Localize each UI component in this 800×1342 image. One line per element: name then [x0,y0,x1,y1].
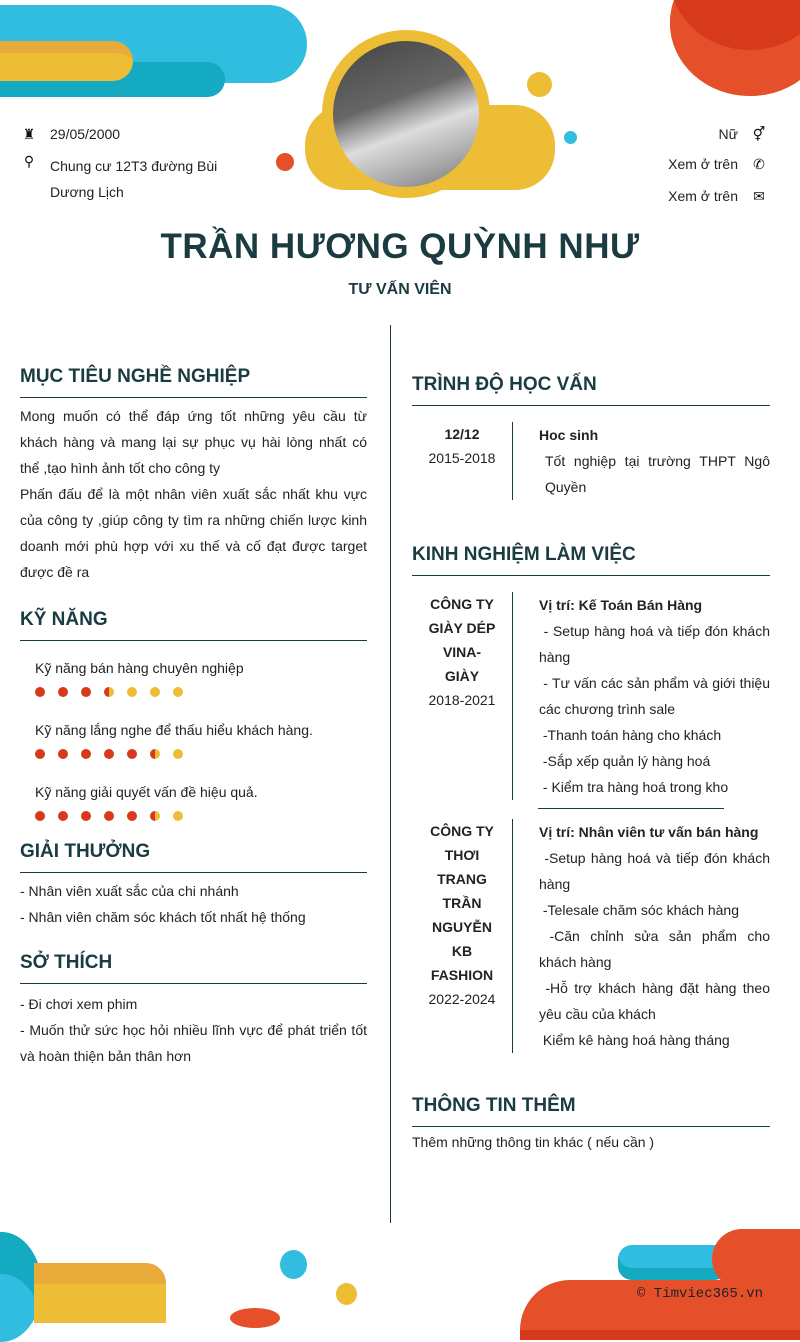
award-item: - Nhân viên chăm sóc khách tốt nhất hệ thống [20,909,306,925]
skill-name: Kỹ năng bán hàng chuyên nghiệp [35,660,244,676]
rating-dot [104,749,114,759]
skill-name: Kỹ năng giải quyết vấn đề hiệu quả. [35,784,258,800]
experience-duty: - Tư vấn các sản phẩm và giới thiệu các chương trình sale [539,675,774,717]
hobby-item: - Muốn thử sức học hỏi nhiều lĩnh vực để phát triển tốt và hoàn thiện bản thân hơn [20,1022,367,1064]
email-icon: ✉ [753,187,765,204]
rating-dot [150,811,160,821]
experience-duty: Kiểm kê hàng hoá hàng tháng [539,1032,730,1048]
rating-dot [35,811,45,821]
skill-rating [35,749,367,759]
rating-dot [127,687,137,697]
experience-duty: -Thanh toán hàng cho khách [539,727,722,743]
birthday: 29/05/2000 [50,126,121,142]
decor-yellow-dot [527,72,552,97]
hobbies-heading: SỞ THÍCH [20,952,367,984]
experience-duty: - Kiểm tra hàng hoá trong kho [539,779,729,795]
decor-bottom-red-dot [230,1308,280,1328]
company-name: CÔNG TY GIÀY DÉP VINA- GIÀY [428,596,496,684]
job-title: TƯ VẤN VIÊN [348,281,452,298]
objective-text-2: Phấn đấu để là một nhân viên xuất sắc nhất khu vực của công ty ,giúp công ty tìm ra những chiến lược kinh doanh mới phù hợp với xu thế và cố đạt được target được đề ra [20,486,367,580]
experience-duty: -Setup hàng hoá và tiếp đón khách hàng [539,850,774,892]
rating-dot [58,811,68,821]
full-name: TRẦN HƯƠNG QUỲNH NHƯ [160,227,640,266]
watermark: © Timviec365.vn [637,1286,764,1302]
email: Xem ở trên [668,188,738,204]
experience-period: 2018-2021 [428,692,496,708]
skill-rating [35,811,367,821]
education-role: Hoc sinh [539,427,599,443]
rating-dot [150,749,160,759]
rating-dot [81,811,91,821]
gender: Nữ [718,126,738,142]
additional-heading: THÔNG TIN THÊM [412,1095,770,1127]
company-name: CÔNG TY THƠI TRANG TRẦN NGUYỄN KB FASHION [430,823,494,983]
experience-duty: -Căn chỉnh sửa sản phẩm cho khách hàng [539,928,774,970]
decor-red-dot [276,153,294,171]
rating-dot [173,811,183,821]
gender-icon: ⚥ [752,125,766,142]
rating-dot [127,811,137,821]
education-name: 12/12 [444,426,480,442]
decor-bottom-yellow-dot [336,1283,357,1305]
rating-dot [81,687,91,697]
experience-duty: -Hỗ trợ khách hàng đặt hàng theo yêu cầu của khách [539,980,774,1022]
entry-separator [538,808,724,809]
rating-dot [104,811,114,821]
objective-heading: MỤC TIÊU NGHỀ NGHIỆP [20,366,367,398]
birthday-cake-icon: ♜ [22,125,36,142]
rating-dot [104,687,114,697]
award-item: - Nhân viên xuất sắc của chi nhánh [20,883,239,899]
column-divider [390,325,391,1223]
decor-bottom-yellow [34,1263,166,1323]
rating-dot [173,749,183,759]
decor-yellow-bar [0,41,133,81]
rating-dot [150,687,160,697]
rating-dot [35,687,45,697]
experience-entry [412,819,774,1053]
rating-dot [35,749,45,759]
experience-role: Vị trí: Kế Toán Bán Hàng [539,597,703,613]
education-desc: Tốt nghiệp tại trường THPT Ngô Quyền [545,453,770,495]
experience-period: 2022-2024 [428,991,496,1007]
awards-heading: GIẢI THƯỞNG [20,841,367,873]
skills-heading: KỸ NĂNG [20,609,367,641]
rating-dot [58,749,68,759]
phone-icon: ✆ [753,155,765,172]
education-heading: TRÌNH ĐỘ HỌC VẤN [412,374,770,406]
skill-name: Kỹ năng lắng nghe để thấu hiểu khách hàng. [35,722,313,738]
avatar [322,30,490,198]
phone: Xem ở trên [668,156,738,172]
experience-duty: - Setup hàng hoá và tiếp đón khách hàng [539,623,774,665]
decor-bottom-blue-dot [280,1250,307,1279]
rating-dot [81,749,91,759]
additional-text: Thêm những thông tin khác ( nếu cần ) [412,1134,655,1150]
experience-duty: -Sắp xếp quản lý hàng hoá [539,753,711,769]
experience-heading: KINH NGHIỆM LÀM VIỆC [412,544,770,576]
location-icon: ⚲ [23,153,35,169]
hobby-item: - Đi chơi xem phim [20,996,138,1012]
experience-role: Vị trí: Nhân viên tư vấn bán hàng [539,824,759,840]
decor-red-circle [670,0,800,96]
rating-dot [173,687,183,697]
experience-duty: -Telesale chăm sóc khách hàng [539,902,739,918]
rating-dot [58,687,68,697]
skill-rating [35,687,367,697]
objective-text-1: Mong muốn có thể đáp ứng tốt những yêu cầu từ khách hàng và mang lại sự phục vụ hài lòng nhất có thể ,tạo hình ảnh tốt cho công ty [20,408,367,476]
education-period: 2015-2018 [428,450,496,466]
education-entry [412,422,770,500]
experience-entry [412,592,774,800]
rating-dot [127,749,137,759]
address: Chung cư 12T3 đường Bùi Dương Lịch [50,158,218,200]
decor-blue-dot [564,131,577,144]
